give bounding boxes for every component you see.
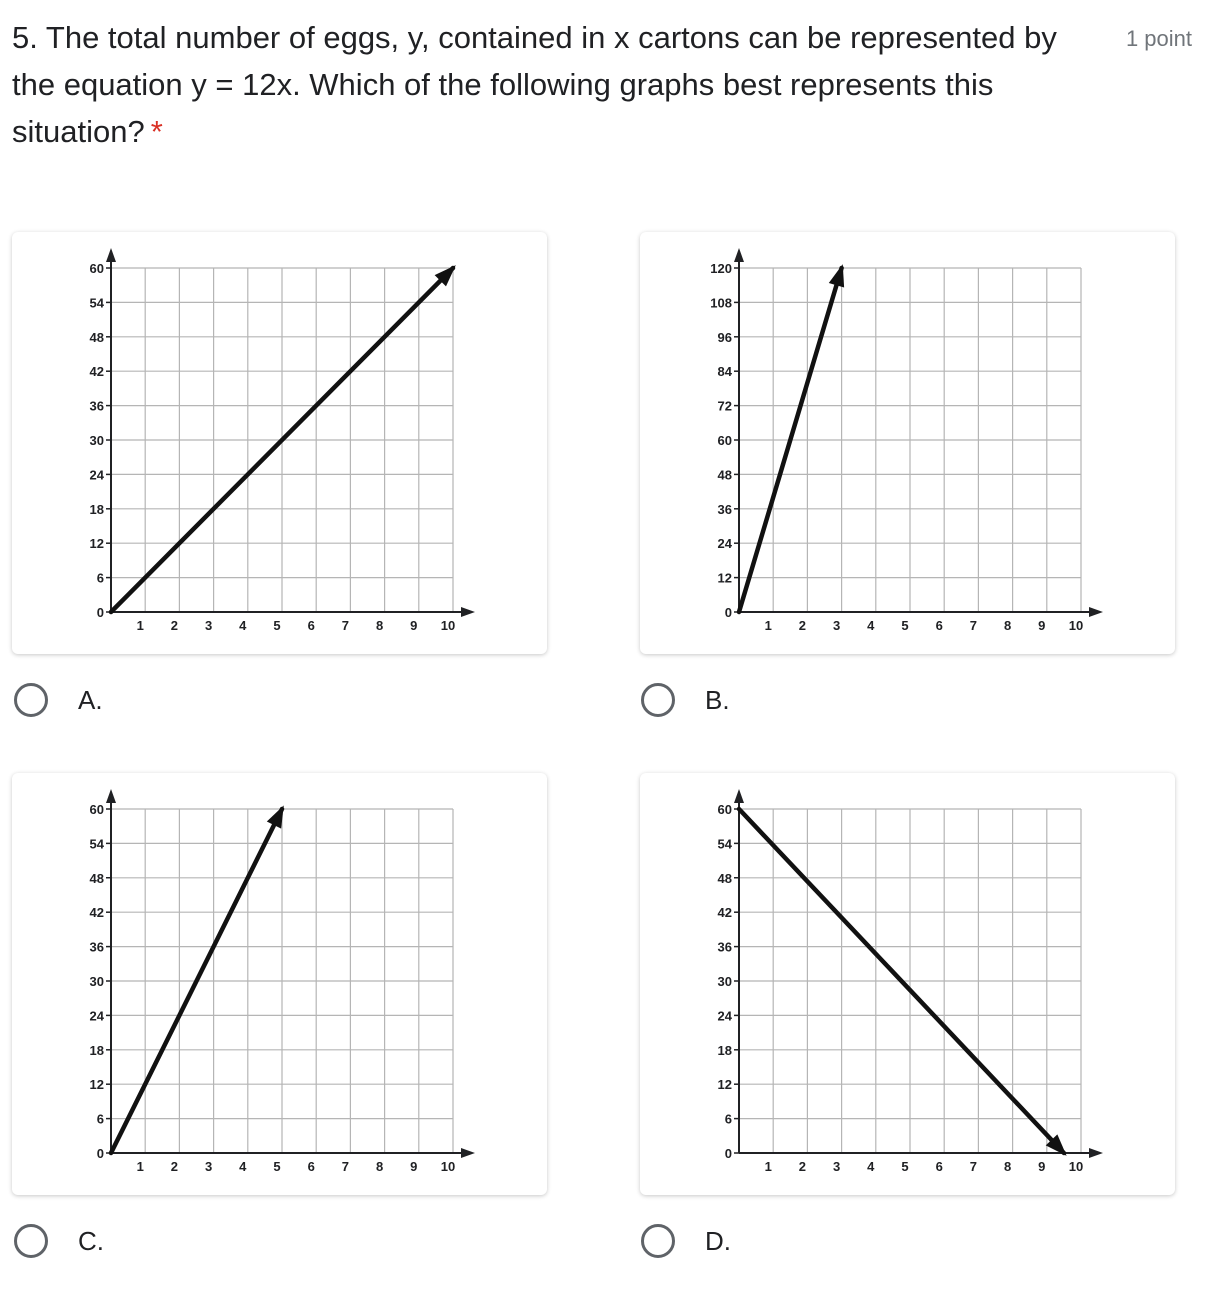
- y-tick-label: 96: [717, 329, 732, 345]
- x-tick-label: 5: [273, 618, 281, 633]
- y-tick-label: 6: [96, 570, 104, 586]
- x-tick-label: 9: [1038, 1159, 1046, 1174]
- y-tick-label: 18: [89, 501, 104, 517]
- graph-card-b: [640, 232, 1175, 654]
- y-axis-arrow: [734, 789, 744, 803]
- y-tick-label: 120: [710, 261, 732, 276]
- x-tick-label: 8: [375, 618, 384, 633]
- y-axis-arrow: [106, 789, 116, 803]
- graph-d: [640, 773, 1175, 1195]
- x-tick-label: 6: [935, 1159, 943, 1174]
- x-tick-label: 10: [440, 618, 456, 633]
- y-axis-arrow: [106, 248, 116, 262]
- y-tick-label: 30: [717, 974, 732, 989]
- option-a-label: A.: [78, 684, 103, 715]
- x-tick-label: 2: [170, 618, 179, 633]
- y-tick-label: 60: [89, 802, 104, 817]
- graph-c: [12, 773, 547, 1195]
- option-b[interactable]: [641, 678, 730, 722]
- graph-a: [12, 232, 547, 654]
- x-tick-label: 2: [798, 618, 807, 633]
- x-tick-label: 7: [969, 1159, 978, 1174]
- x-axis-arrow: [1089, 1148, 1103, 1158]
- y-tick-label: 60: [717, 433, 732, 448]
- graph-b: [640, 232, 1175, 654]
- y-tick-label: 60: [717, 802, 732, 817]
- x-tick-label: 4: [867, 1159, 875, 1174]
- x-tick-label: 3: [832, 1159, 841, 1174]
- x-tick-label: 4: [867, 618, 875, 633]
- x-tick-label: 10: [1068, 1159, 1084, 1174]
- x-tick-label: 1: [764, 1159, 772, 1174]
- x-tick-label: 6: [307, 618, 315, 633]
- x-tick-label: 6: [935, 618, 943, 633]
- y-tick-label: 36: [89, 939, 104, 955]
- radio-button-a[interactable]: [14, 683, 48, 717]
- graph-card-c: [12, 773, 547, 1195]
- radio-button-b[interactable]: [641, 683, 675, 717]
- x-tick-label: 3: [204, 618, 213, 633]
- x-tick-label: 4: [239, 618, 247, 633]
- y-tick-label: 12: [717, 1077, 732, 1093]
- question-label: 5. The total number of eggs, y, contained in x cartons can be represented by the equation y = 12x. Which of the following graphs best represents this situation?: [12, 20, 1057, 149]
- y-tick-label: 36: [89, 398, 104, 414]
- y-tick-label: 12: [89, 536, 104, 552]
- y-tick-label: 48: [89, 870, 104, 886]
- y-tick-label: 36: [717, 939, 732, 955]
- x-axis-arrow: [1089, 607, 1103, 617]
- x-tick-label: 1: [136, 618, 144, 633]
- y-tick-label: 60: [89, 261, 104, 276]
- x-tick-label: 1: [136, 1159, 144, 1174]
- y-tick-label: 48: [717, 870, 732, 886]
- option-c[interactable]: [14, 1219, 104, 1263]
- y-tick-label: 36: [717, 501, 732, 517]
- x-tick-label: 7: [969, 618, 978, 633]
- radio-button-c[interactable]: [14, 1224, 48, 1258]
- y-tick-label: 54: [717, 836, 732, 852]
- y-tick-label: 42: [89, 905, 104, 921]
- x-axis-arrow: [461, 1148, 475, 1158]
- x-tick-label: 3: [832, 618, 841, 633]
- y-tick-label: 12: [89, 1077, 104, 1093]
- y-tick-label: 54: [89, 836, 104, 852]
- graph-card-d: [640, 773, 1175, 1195]
- x-tick-label: 2: [170, 1159, 179, 1174]
- radio-button-d[interactable]: [641, 1224, 675, 1258]
- x-tick-label: 8: [375, 1159, 384, 1174]
- y-tick-label: 48: [89, 329, 104, 345]
- x-tick-label: 2: [798, 1159, 807, 1174]
- x-tick-label: 8: [1003, 1159, 1012, 1174]
- option-d[interactable]: [641, 1219, 731, 1263]
- y-tick-label: 42: [717, 905, 732, 921]
- y-tick-label: 6: [96, 1111, 104, 1127]
- y-tick-label: 18: [89, 1042, 104, 1058]
- x-tick-label: 6: [307, 1159, 315, 1174]
- y-tick-label: 48: [717, 467, 732, 483]
- x-tick-label: 1: [764, 618, 772, 633]
- x-axis-arrow: [461, 607, 475, 617]
- x-tick-label: 5: [901, 1159, 909, 1174]
- x-tick-label: 8: [1003, 618, 1012, 633]
- y-axis-arrow: [734, 248, 744, 262]
- x-tick-label: 9: [410, 618, 418, 633]
- y-tick-label: 18: [717, 1042, 732, 1058]
- x-tick-label: 3: [204, 1159, 213, 1174]
- y-tick-label: 72: [717, 398, 732, 414]
- graph-card-a: [12, 232, 547, 654]
- x-tick-label: 4: [239, 1159, 247, 1174]
- y-tick-label: 30: [89, 433, 104, 448]
- y-tick-label: 42: [89, 364, 104, 380]
- y-tick-label: 108: [710, 295, 732, 311]
- y-tick-label: 0: [96, 605, 104, 620]
- option-c-label: C.: [78, 1225, 104, 1256]
- y-tick-label: 30: [89, 974, 104, 989]
- required-asterisk: *: [150, 114, 163, 149]
- x-tick-label: 7: [341, 618, 350, 633]
- y-tick-label: 0: [724, 1146, 732, 1161]
- option-d-label: D.: [705, 1225, 731, 1256]
- y-tick-label: 84: [717, 364, 732, 380]
- x-tick-label: 9: [410, 1159, 418, 1174]
- option-b-label: B.: [705, 684, 730, 715]
- y-tick-label: 24: [89, 1008, 104, 1024]
- x-tick-label: 5: [273, 1159, 281, 1174]
- x-tick-label: 5: [901, 618, 909, 633]
- y-tick-label: 0: [96, 1146, 104, 1161]
- question-text: [12, 14, 1102, 155]
- y-tick-label: 12: [717, 570, 732, 586]
- option-a[interactable]: [14, 678, 103, 722]
- x-tick-label: 10: [440, 1159, 456, 1174]
- y-tick-label: 24: [89, 467, 104, 483]
- x-tick-label: 7: [341, 1159, 350, 1174]
- y-tick-label: 6: [724, 1111, 732, 1127]
- y-tick-label: 24: [717, 1008, 732, 1024]
- x-tick-label: 10: [1068, 618, 1084, 633]
- y-tick-label: 24: [717, 536, 732, 552]
- y-tick-label: 0: [724, 605, 732, 620]
- x-tick-label: 9: [1038, 618, 1046, 633]
- points-label: 1 point: [1125, 26, 1192, 51]
- y-tick-label: 54: [89, 295, 104, 311]
